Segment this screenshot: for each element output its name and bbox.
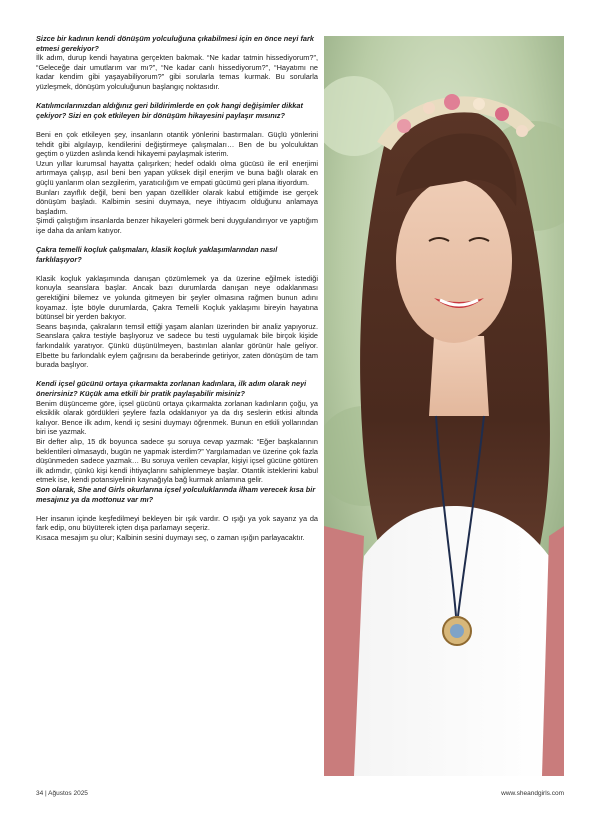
- qa-section-4: [36, 379, 318, 485]
- answer-paragraph: Benim düşünceme göre, içsel gücünü ortaya çıkarmakta zorlanan kadınların çoğu, ya eksiklik olarak gördükleri şeylere fazla odaklanıyor ya da dış seslerin etkisi altında kalıyor. Bence ilk adım, kendi iç sesini duymayı öğrenmek. Bunun en etkili yollarından biri ise yazmak.: [36, 398, 318, 437]
- portrait-photo: [324, 36, 564, 776]
- qa-section-3: [36, 245, 318, 370]
- page-number: 34 | Ağustos 2025: [36, 790, 88, 797]
- qa-section-2: [36, 101, 318, 235]
- question-heading: Çakra temelli koçluk çalışmaları, klasik koçluk yaklaşımlarından nasıl farklılaşıyor?: [36, 245, 278, 264]
- answer-paragraph: Her insanın içinde keşfedilmeyi bekleyen bir ışık vardır. O ışığı ya yok sayarız ya da fark edip, onu büyüterek içten dışa parlamayı seçeriz.: [36, 513, 318, 533]
- qa-section-5: [36, 485, 318, 543]
- website-url: www.sheandgirls.com: [501, 790, 564, 797]
- qa-section-1: [36, 34, 318, 92]
- answer-paragraph: Uzun yıllar kurumsal hayatta çalışırken; hedef odaklı olma gücüsü ile eril enerjimi artırmaya çalışıp, asıl beni ben yapan yüksek dişil enerjim ve buna bağlı olarak en güçlü yanlarım olan sezgilerim, yaratıcılığım ve empati gücümü geri plana itiyordum.: [36, 158, 318, 187]
- question-heading: Katılımcılarınızdan aldığınız geri bildirimlerde en çok hangi değişimler dikkat çekiyor? Sizi en çok etkileyen bir dönüşüm hikayesini paylaşır mısınız?: [36, 101, 303, 120]
- question-heading: Son olarak, She and Girls okurlarına içsel yolculuklarında ilham verecek kısa bir mesajınız ya da mottonuz var mı?: [36, 484, 316, 504]
- answer-paragraph: Kısaca mesajım şu olur; Kalbinin sesini duymayı seç, o zaman ışığın parlayacaktır.: [36, 532, 305, 542]
- question-heading: Sizce bir kadının kendi dönüşüm yolculuğuna çıkabilmesi için en önce neyi fark etmesi gerekiyor?: [36, 34, 314, 53]
- answer-paragraph: İlk adım, durup kendi hayatına gerçekten bakmak. “Ne kadar tatmin hissediyorum?”, “Geleceğe dair umutlarım var mı?”, “Ne kadar canlı hissediyorum?”, “Hayatımı ne kadar kendim gibi yaşayabiliyorum?” gibi sorularla temas kurmak. Bu sorularla yüzleşmek, dönüşüm yolculuğunun başlangıç noktasıdır.: [36, 53, 318, 91]
- page-footer: [36, 790, 564, 802]
- article-text-column: [36, 34, 318, 542]
- question-heading: Kendi içsel gücünü ortaya çıkarmakta zorlanan kadınlara, ilk adım olarak neyi önerirsiniz? Küçük ama etkili bir pratik paylaşabilir misiniz?: [36, 379, 307, 398]
- portrait-illustration: [324, 36, 564, 776]
- answer-paragraph: Seans başında, çakraların temsil ettiği yaşam alanları üzerinden bir analiz yapıyoruz. Seanslara çakra testiyle başlıyoruz ve sadece bu testi uygulamak bile birçok kişide farkındalık yaratıyor. Çünkü düşünülmeyen, bastırılan alanlar görünür hale geliyor. Elbette bu farkındalık eylem çağrısını da beraberinde getiriyor, zaten dönüşüm de tam burada başlıyor.: [36, 321, 318, 370]
- answer-paragraph: Klasik koçluk yaklaşımında danışan çözümlemek ya da üzerine eğilmek istediği konuyla seanslara başlar. Ancak bazı durumlarda danışan neye odaklanması gerektiğini bilemez ve yolunda gitmeyen bir şeyler olmasına rağmen bunun adını koyamaz. İşte böyle durumlarda, Çakra Temelli Koçluk yaklaşımı bireyin hayatına bütünsel bir yerden bakıyor.: [36, 273, 318, 322]
- answer-paragraph: Beni en çok etkileyen şey, insanların otantik yönlerini bastırmaları. Güçlü yönlerini tehdit gibi algılayıp, kendilerini değiştirmeye çalışmaları… Ben de bu yolculuktan geçtim o yüzden aslında kendi hikayemi paylaşmak isterim.: [36, 129, 318, 159]
- answer-paragraph: Şimdi çalıştığım insanlarda benzer hikayeleri görmek beni duygulandırıyor ve yaptığım işe daha da anlam katıyor.: [36, 216, 318, 235]
- answer-paragraph: Bir defter alıp, 15 dk boyunca sadece şu soruya cevap yazmak: “Eğer başkalarının beklentileri olmasaydı, bugün ne yapmak isterdim?” Yargılamadan ve üzerine çok fazla düşünmeden sadece yazmak… Bu soruya verilen cevaplar, kişiyi içsel gücüne götüren ilk adımdır, çünkü kişi kendi ihtiyaçlarını sahiplenmeye başlar. Otantik isteklerini kabul etmek ise, kendi potansiyelinin kaynağıyla bağ kurmak anlamına gelir.: [36, 436, 318, 485]
- answer-paragraph: Bunları zayıflık değil, beni ben yapan özellikler olarak kabul ettiğimde ise gerçek dönüşüm başladı. Kalbimin sesini duymaya, neye ihtiyacım olduğunu anlamaya başladım.: [36, 187, 318, 216]
